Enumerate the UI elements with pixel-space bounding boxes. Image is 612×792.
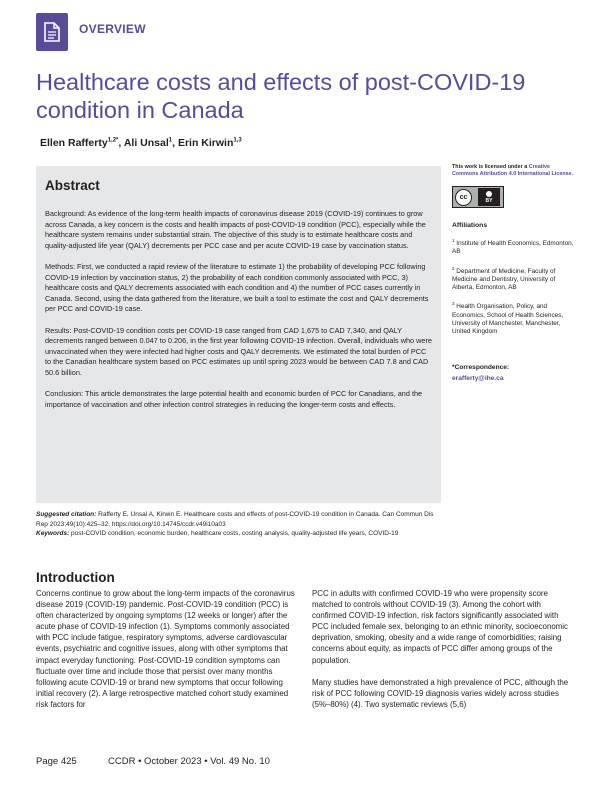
body-column-right (312, 588, 576, 710)
abstract-results: Results: Post-COVID-19 condition costs per COVID-19 case ranged from CAD 1,675 to CAD 7,340, and QALY decrements ranged between 0.047 to 0.206, in the first year following COVID-19 infection. Overall, individuals who were unvaccinated when they were infected had higher costs and QALY decrements. We estimated the total burden of PCC to the Canadian healthcare system based on PCC estimates up until spring 2023 would be between CAD 7.8 and CAD 50.6 billion. (45, 325, 432, 377)
abstract-body (45, 209, 433, 421)
affiliation-number: 1 (452, 238, 455, 243)
citation-label: Suggested citation: (36, 511, 97, 518)
section-label: OVERVIEW (79, 22, 146, 36)
body-paragraph: PCC in adults with confirmed COVID-19 who were propensity score matched to controls without COVID-19 (3). Among the cohort with confirmed COVID-19 infection, risk factors significantly associated with PCC included female sex, belonging to an ethnic minority, socioeconomic deprivation, smoking, obesity and a wide range of comorbidities; raising concerns about equity, as impacts of PCC differ among groups of the population. (312, 589, 568, 665)
body-paragraph: Concerns continue to grow about the long-term impacts of the coronavirus disease 2019 (COVID-19) pandemic. Post-COVID-19 condition (PCC) is often characterized by ongoing symptoms (12 weeks or longer) after the acute phase of COVID-19 infection (1). Symptoms commonly associated with PCC include fatigue, respiratory symptoms, adverse cardiovascular events, psychiatric and cognitive issues, along with other symptoms that impact everyday functioning. Post-COVID-19 condition symptoms can fluctuate over time and include those that persist over many months following acute COVID-19 or brand new symptoms that occur following initial recovery (2). A large retrospective matched cohort study examined risk factors for (36, 589, 295, 709)
person-icon (486, 191, 492, 197)
affiliations-heading: Affiliations (452, 222, 488, 229)
keywords-label: Keywords: (36, 530, 70, 538)
author-affiliation-mark: 1,3 (233, 137, 242, 144)
affiliation-item (452, 300, 576, 336)
abstract-methods: Methods: First, we conducted a rapid review of the literature to estimate 1) the probability of developing PCC following COVID-19 infection by vaccination status, 2) the probability of each condition commonly associated with PCC, 3) healthcare costs and QALY decrements associated with each condition and 4) the number of PCC cases currently in Canada. Second, using the data gathered from the literature, we built a tool to estimate the cost and QALY decrements per PCC and COVID-19 case. (45, 261, 429, 314)
author-list: Ellen Rafferty$^{1,2*}$, Ali Unsal$^1$, Erin Kirwin$^{1,3}$ (40, 137, 242, 149)
correspondence-heading: *Correspondence: (452, 364, 510, 372)
document-icon (44, 22, 60, 42)
author-affiliation-mark: 1 (168, 137, 173, 144)
affiliation-text: Institute of Health Economics, Edmonton, AB (452, 240, 574, 256)
page-number: Page 425 (36, 756, 77, 767)
affiliation-text: Department of Medicine, Faculty of Medicine and Dentistry, University of Alberta, Edmonton, AB (452, 267, 556, 292)
abstract-heading: Abstract (45, 178, 100, 193)
cc-by-badge[interactable] (452, 186, 504, 208)
license-notice (452, 164, 576, 178)
section-badge (36, 13, 68, 51)
keywords-text: post-COVID condition, economic burden, healthcare costs, costing analysis, quality-adjusted life years, COVID-19 (69, 530, 399, 538)
by-label: BY (485, 197, 493, 204)
affiliation-number: 2 (452, 265, 455, 271)
article-title: Healthcare costs and effects of post-COVID-19 condition in Canada (36, 69, 526, 123)
attribution-icon (478, 188, 500, 206)
body-column-left (36, 588, 298, 710)
license-prefix: This work is licensed under a (452, 164, 529, 170)
affiliation-item (452, 237, 576, 257)
abstract-box (36, 166, 441, 503)
body-paragraph: Many studies have demonstrated a high prevalence of PCC, although the risk of PCC following COVID-19 diagnosis varies widely across studies (5%–80%) (4). Two systematic reviews (5,6) (312, 677, 569, 709)
author-name: Ellen Rafferty (40, 137, 108, 149)
affiliation-item (452, 265, 576, 293)
abstract-conclusion: Conclusion: This article demonstrates the large potential health and economic burden of PCC for Canadians, and the importance of vaccination and other infection control strategies in reducing the longer-term costs and effects. (45, 389, 423, 409)
suggested-citation (36, 510, 446, 539)
journal-issue: CCDR • October 2023 • Vol. 49 No. 10 (108, 756, 270, 767)
license-link[interactable]: Creative Commons Attribution 4.0 International License. (452, 164, 574, 177)
introduction-heading: Introduction (36, 570, 115, 585)
abstract-background: Background: As evidence of the long-term health impacts of coronavirus disease 2019 (COVID-19) continues to grow across Canada, a key concern is the costs and health impacts of post-COVID-19 condition (PCC), especially while the healthcare system remains under substantial strain. The objective of this study is to estimate healthcare costs and quality-adjusted life year (QALY) decrements per PCC case and per acute COVID-19 case by vaccination status. (45, 209, 426, 250)
creative-commons-icon: cc (455, 189, 472, 206)
affiliation-number: 3 (452, 301, 455, 307)
author-affiliation-mark: 1,2* (107, 137, 119, 144)
correspondence-email-link[interactable]: erafferty@ihe.ca (452, 375, 504, 383)
affiliation-text: Health Organisation, Policy, and Economics, School of Health Sciences, University of Manchester, Manchester, United Kingdom (452, 303, 564, 335)
article-sidebar (452, 164, 576, 382)
citation-text[interactable]: Rafferty E, Unsal A, Kirwin E. Healthcare costs and effects of post-COVID-19 condition in Canada. Can Commun Dis Rep 2023;49(10):425–32. https://doi.org/10.14745/ccdr.v49i10a03 (36, 511, 434, 528)
author-name: Ali Unsal (123, 137, 169, 149)
author-name: Erin Kirwin (177, 137, 234, 149)
